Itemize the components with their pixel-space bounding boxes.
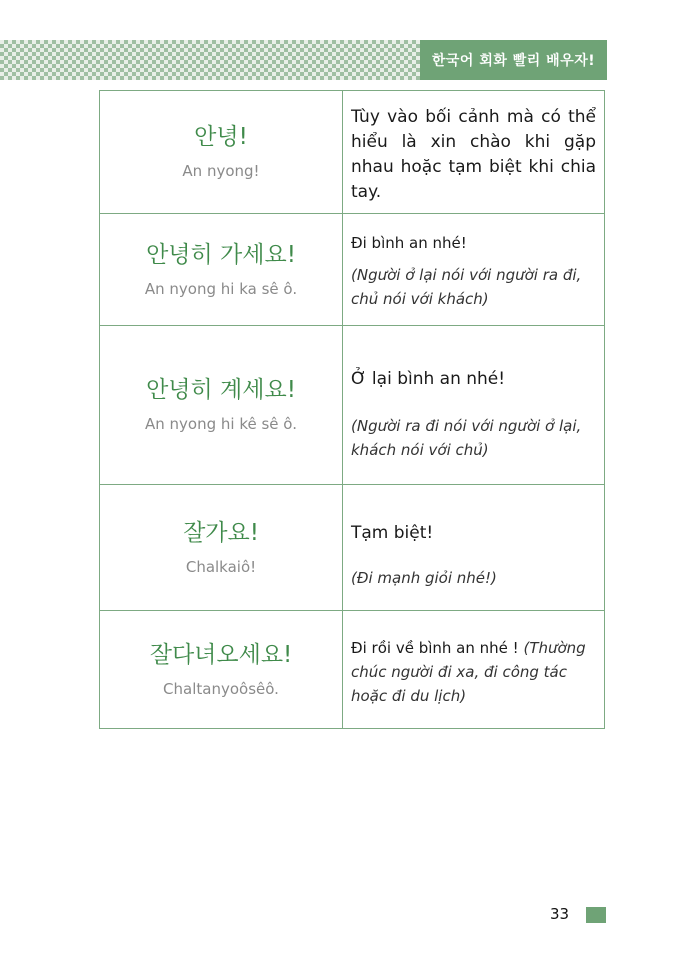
romanization: An nyong hi ka sê ô. bbox=[144, 279, 298, 298]
korean-cell bbox=[100, 214, 343, 326]
meaning-cell bbox=[343, 485, 605, 611]
meaning-text: Đi bình an nhé! bbox=[351, 234, 467, 252]
meaning-text: Tùy vào bối cảnh mà có thể hiểu là xin chào khi gặp nhau hoặc tạm biệt khi chia tay. bbox=[351, 107, 596, 202]
meaning-note: (Thường chúc người đi xa, đi công tác hoặc đi du lịch) bbox=[351, 638, 586, 705]
meaning-note: (Đi mạnh giỏi nhé!) bbox=[351, 569, 497, 587]
page-marker bbox=[586, 907, 606, 923]
table-row bbox=[100, 91, 605, 214]
book-title-tab bbox=[420, 40, 607, 80]
meaning-cell bbox=[343, 326, 605, 485]
romanization: Chalkaiô! bbox=[185, 557, 257, 576]
table-row bbox=[100, 485, 605, 611]
meaning-text: Đi rồi về bình an nhé ! bbox=[351, 638, 519, 657]
meaning-cell bbox=[343, 214, 605, 326]
korean-cell bbox=[100, 91, 343, 214]
korean-phrase: 안녕! bbox=[194, 124, 248, 150]
meaning-paragraph bbox=[351, 636, 596, 708]
table-row bbox=[100, 214, 605, 326]
meaning-cell bbox=[343, 91, 605, 214]
korean-phrase: 안녕히 가세요! bbox=[146, 241, 296, 268]
meaning-text: Tạm biệt! bbox=[351, 523, 434, 543]
korean-phrase: 잘가요! bbox=[183, 519, 259, 546]
korean-phrase: 안녕히 계세요! bbox=[146, 377, 296, 403]
page-number: 33 bbox=[550, 905, 570, 923]
table-row bbox=[100, 326, 605, 485]
meaning-note: (Người ở lại nói với người ra đi, chủ nói với khách) bbox=[351, 266, 582, 308]
korean-cell bbox=[100, 485, 343, 611]
korean-cell bbox=[100, 326, 343, 485]
meaning-text: Ở lại bình an nhé! bbox=[351, 368, 506, 389]
korean-phrase: 잘다녀오세요! bbox=[149, 641, 293, 668]
romanization: Chaltanyoôsêô. bbox=[163, 679, 279, 698]
korean-cell bbox=[100, 611, 343, 729]
table-row bbox=[100, 611, 605, 729]
phrase-table bbox=[99, 90, 605, 729]
romanization: An nyong! bbox=[182, 162, 260, 180]
meaning-note: (Người ra đi nói với người ở lại, khách nói với chủ) bbox=[351, 416, 582, 459]
meaning-cell bbox=[343, 611, 605, 729]
book-title: 한국어 회화 빨리 배우자! bbox=[431, 53, 596, 69]
romanization: An nyong hi kê sê ô. bbox=[145, 415, 297, 433]
